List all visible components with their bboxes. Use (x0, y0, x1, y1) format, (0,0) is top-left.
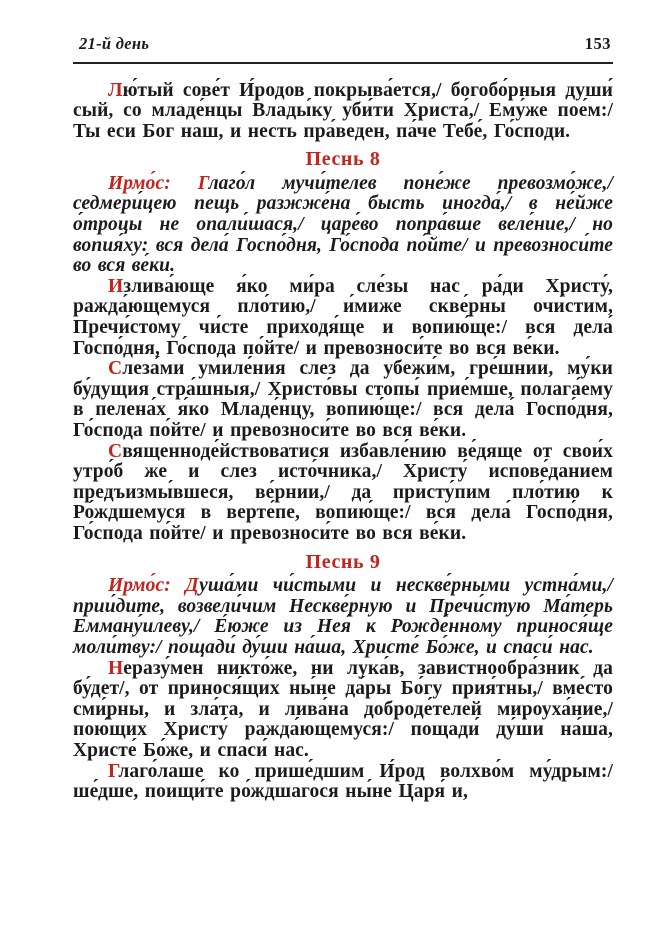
initial-letter: Г (197, 172, 209, 194)
troparion-paragraph (73, 277, 613, 359)
paragraph-text: лаго́лаше ко прише́дшим И́род волхво́м му́дрым:/ ше́дше, поищи́те ро́ждшагося ны́не Царя́ и, (73, 760, 613, 803)
irmos-paragraph (73, 576, 613, 658)
day-label: 21-й день (79, 34, 150, 53)
running-head (73, 36, 613, 53)
page-number: 153 (584, 34, 611, 53)
troparion-paragraph (73, 659, 613, 762)
paragraph-text: леза́ми умиле́ния слез да убежи́м, гре́шнии, му́ки бу́дущия стра́шныя,/ Христо́вы стопы́ прие́мше, полага́ему в пелена́х я́ко Младе́нцу, вопию́ще:/ вся дела́ Госпо́дня, Го́спода по́йте/ и превозноси́те во вся ве́ки. (73, 358, 613, 441)
troparion-paragraph (73, 762, 613, 803)
initial-letter: Л (108, 79, 123, 101)
paragraph-text: еразу́мен никто́же, ни лука́в, завистнообра́зник да бу́дет/, от принося́щих ны́не да́ры Бо́гу прия́тны,/ вме́сто сми́рны, и зла́та, и лива́на доброде́телей мироуха́ние,/ пою́щих Христу́ ражда́ющемуся:/ пощади́ ду́ши на́ша, Христе́ Бо́же, и спаси́ нас. (73, 657, 613, 761)
paragraph-text: лаго́л мучи́телев поне́же превозмо́же,/ седмери́цею пещь разжже́на бысть иногда́,/ в не́йже о́троцы не опали́шася,/ царе́во попра́вше веле́ние,/ но вопия́ху: вся дела́ Госпо́дня, Го́спода по́йте/ и превозноси́те во вся ве́ки. (73, 172, 613, 277)
irmos-label: Ирмо́с: (108, 172, 171, 194)
initial-letter: И (108, 275, 124, 297)
troparion-paragraph (73, 442, 613, 545)
initial-letter: С (108, 440, 123, 462)
troparion-paragraph (73, 359, 613, 441)
header-rule (73, 62, 613, 64)
troparion-paragraph (73, 81, 613, 143)
irmos-label: Ирмо́с: (108, 575, 171, 597)
initial-letter: Д (185, 575, 200, 597)
initial-letter: С (108, 358, 123, 380)
song-heading: Песнь 9 (305, 550, 381, 573)
paragraph-text: ю́тый сове́т И́родов покрыва́ется,/ богобо́рныя души́ сый, со младе́нцы Влады́ку уби́ти Христа́,/ Ему́же пое́м:/ Ты еси Бог наш, и несть пра́веден, па́че Тебе́, Го́споди. (73, 79, 613, 142)
paragraph-text: уша́ми чи́стыми и нескве́рными устна́ми,/ прии́дите, возвели́чим Нескве́рную и Пречи́стую Ма́терь Емману́илеву,/ Е́юже из Нея́ к Рожде́нному принося́ще моли́тву:/ пощади́ ду́ши на́ша, Христе́ Бо́же, и спаси́ нас. (73, 575, 613, 658)
paragraph-text: злива́юще я́ко ми́ра сле́зы нас ра́ди Христу́, ражда́ющемуся пло́тию,/ и́миже скве́рны очи́стим, Пречи́стому чи́сте приходя́ще и вопию́ще:/ вся дела́ Госпо́дня, Го́спода по́йте/ и превозноси́те во вся ве́ки. (73, 275, 613, 359)
initial-letter: Г (108, 760, 119, 782)
text-column (73, 81, 613, 803)
irmos-paragraph (73, 174, 613, 277)
initial-letter: Н (108, 657, 124, 679)
paragraph-text: вященноде́йствоватися избавле́нию ве́дяще от свои́х утро́б же и слез исто́чника,/ Христу́ испове́данием предъизмы́вшеся, ве́рнии,/ да присту́пим пло́тию к Ро́ждшемуся в верте́пе, вопию́ще:/ вся дела́ Госпо́дня, Го́спода по́йте/ и превозноси́те во вся ве́ки. (73, 440, 613, 544)
song-heading: Песнь 8 (305, 148, 381, 171)
